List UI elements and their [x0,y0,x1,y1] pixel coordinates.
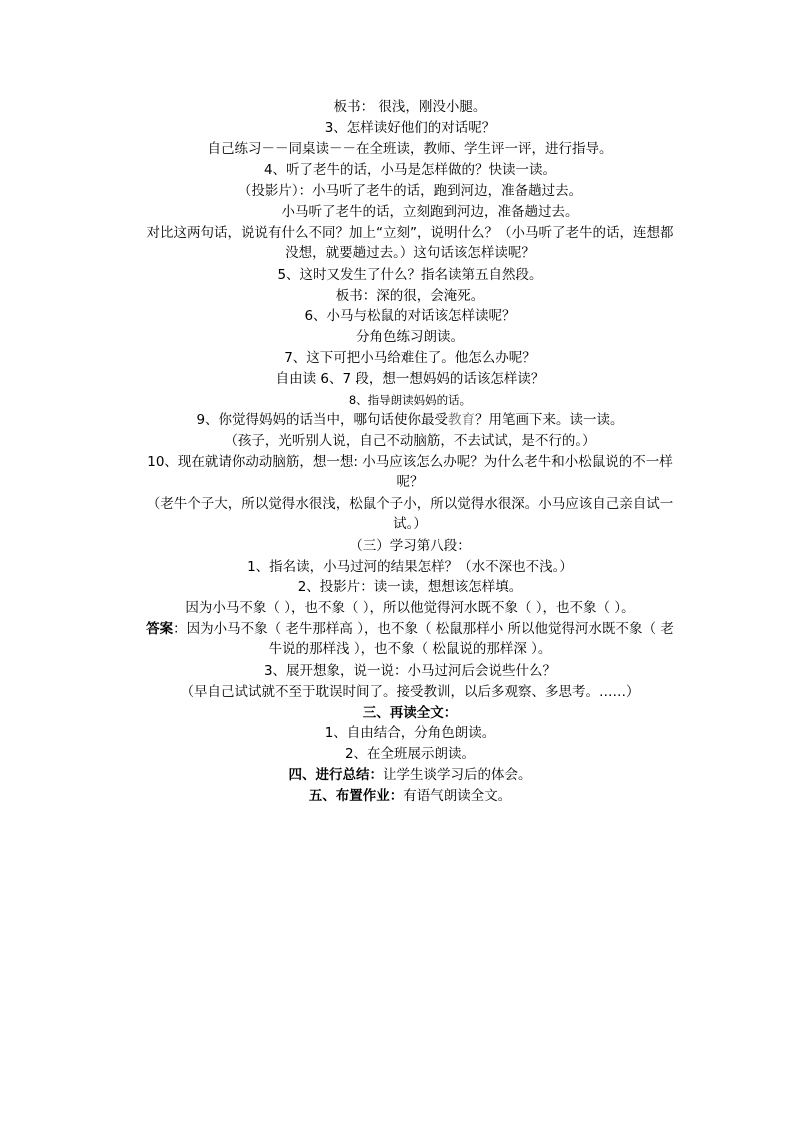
step-4: 4、听了老牛的话，小马是怎样做的？快读一读。 [263,162,557,178]
projection-sentence-2: 小马听了老牛的话，立刻跑到河边，准备趟过去。 [281,204,579,220]
step-10: 10、现在就请你动动脑筋，想一想: 小马应该怎么办呢？为什么老牛和小松鼠说的不一样呢？ [147,454,673,490]
step-9 [140,410,680,430]
fill-in-blanks: 因为小马不象（ ），也不象（ ），所以他觉得河水既不象（ ），也不象（ ）。 [185,600,635,616]
part-5-text: 有语气朗读全文。 [403,788,512,804]
step-6: 6、小马与松鼠的对话该怎样读呢？ [304,308,516,324]
section-3-item-2: 2、投影片：读一读，想想该怎样填。 [297,579,523,595]
blackboard-note-2: 板书：深的很，会淹死。 [335,288,485,304]
mother-quote: （孩子，光听别人说，自己不动脑筋，不去试试，是不行的。） [224,433,596,449]
part-4-summary [140,765,680,785]
free-reading: 自由读 6、7 段，想一想妈妈的话该怎样读？ [275,371,545,387]
section-3-item-1: 1、指名读，小马过河的结果怎样？（水不深也不浅。） [247,559,573,575]
step-7: 7、这下可把小马给难住了。他怎么办呢？ [284,350,536,366]
projection-sentence-1: （投影片）：小马听了老牛的话，跑到河边，准备趟过去。 [237,183,583,199]
practice-instructions: 自己练习－－同桌读－－在全班读，教师、学生评一评，进行指导。 [207,141,613,157]
part-5-label: 五、布置作业： [308,788,404,804]
section-3-item-3: 3、展开想象，说一说：小马过河后会说些什么？ [263,663,557,679]
step-8: 8、指导朗读妈妈的话。 [348,393,472,407]
step-3: 3、怎样读好他们的对话呢？ [324,120,496,136]
answer-paragraph [140,619,680,659]
imagine-answer: （早自己试试就不至于耽误时间了。接受教训，以后多观察、多思考。……） [180,684,640,700]
step-9-text-b: 教育 [448,412,476,428]
step-9-text-c: ？用笔画下来。读一读。 [475,412,624,428]
step-9-text-a: 9、你觉得妈妈的话当中，哪句话使你最受 [196,412,449,428]
answer-text: ：因为小马不象（ 老牛那样高 ），也不象（ 松鼠那样小 所以他觉得河水既不象（ 老牛说的那样浅 ），也不象（ 松鼠说的那样深 ）。 [173,621,674,657]
part-5-homework [140,786,680,806]
part-3-item-2: 2、在全班展示朗读。 [344,746,476,762]
part-4-text: 让学生谈学习后的体会。 [383,767,532,783]
section-3-heading: （三）学习第八段： [349,538,471,554]
role-reading: 分角色练习朗读。 [356,329,464,345]
blackboard-note-1: 板书： 很浅，刚没小腿。 [333,99,487,115]
part-3-item-1: 1、自由结合，分角色朗读。 [324,725,496,741]
part-4-label: 四、进行总结： [288,767,383,783]
step-10-answer: （老牛个子大，所以觉得水很浅，松鼠个子小，所以觉得水很深。小马应该自己亲自试一试。） [146,496,674,532]
answer-label: 答案 [146,621,174,637]
compare-sentences: 对比这两句话，说说有什么不同？加上“立刻”，说明什么？（小马听了老牛的话，连想都没想，就要趟过去。）这句话该怎样读呢？ [146,225,674,261]
step-5: 5、这时又发生了什么？指名读第五自然段。 [277,267,543,283]
part-3-heading: 三、再读全文： [362,705,458,721]
